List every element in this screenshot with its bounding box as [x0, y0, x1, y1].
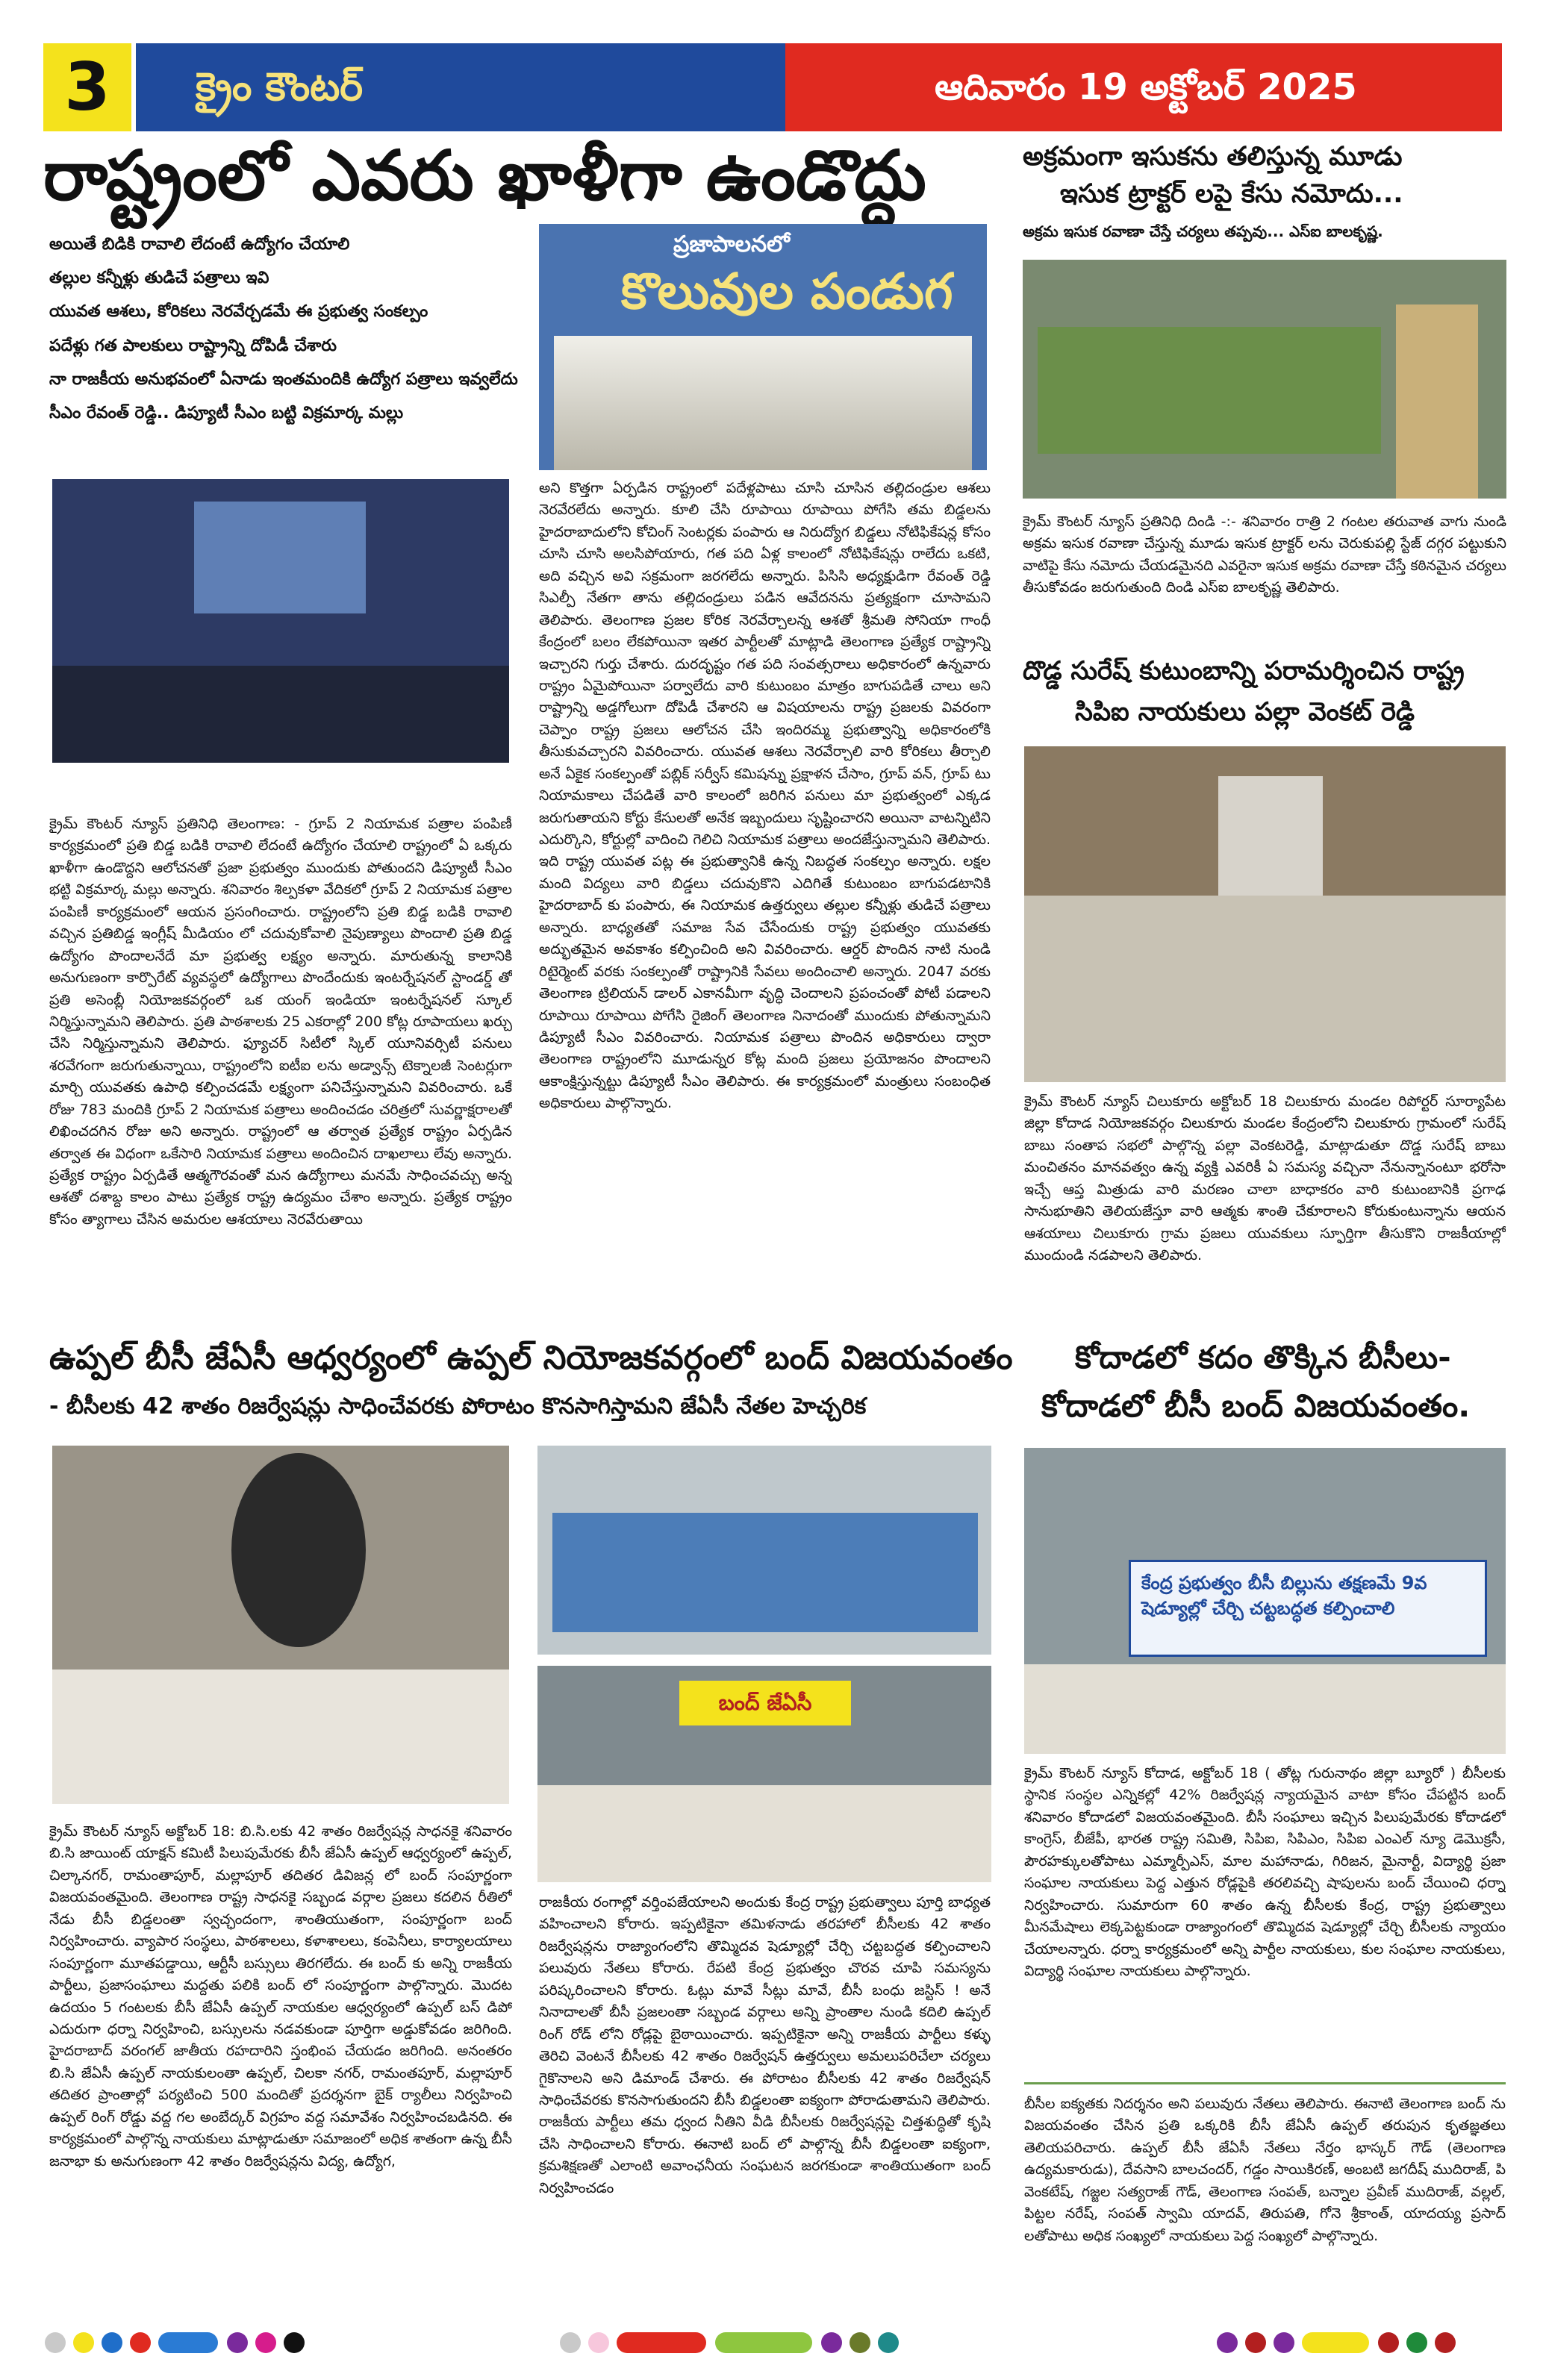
sit-in-crowd — [537, 1785, 991, 1882]
footer-swatches-left — [45, 2332, 343, 2355]
swatch — [130, 2332, 151, 2353]
auditorium-photo — [52, 479, 509, 763]
audience — [52, 666, 509, 763]
swatch — [878, 2332, 899, 2353]
stage-screen — [194, 502, 366, 613]
swatch — [1274, 2332, 1294, 2353]
suresh-body: క్రైమ్ కౌంటర్ న్యూస్ చిలుకూరు అక్టోబర్ 18 చిలుకూరు మండల రిపోర్టర్ సూర్యాపేట జిల్లా కోదాడ నియోజకవర్గం చిలుకూరు మండల కేంద్రంలోని చిలుకూరు గ్రామంలో సురేష్ బాబు సంతాప సభలో పాల్గొన్న పల్లా వెంకటరెడ్డి, మాట్లాడుతూ దొడ్డ సురేష్ బాబు మంచితనం మానవత్వం ఉన్న వ్యక్తి ఎవరికీ ఏ సమస్య వచ్చినా నేనున్నానంటూ భరోసా ఇచ్చే ఆప్త మిత్రుడు వారి మరణం చాలా బాధాకరం వారి కుటుంబానికి ప్రగాఢ సానుభూతిని తెలియజేస్తూ వారి ఆత్మకు శాంతి చేకూరాలని కోరుకుంటున్నాను ఆయన ఆశయాలు చిలుకూరు గ్రామ ప్రజలు యువకులు స్ఫూర్తిగా తీసుకొని రాజకీయాల్లో ముందుండి నడపాలని తెలిపారు. — [1024, 1093, 1506, 1264]
masthead: క్రైం కౌంటర్ — [136, 43, 785, 131]
kodad-headline-2: కోదాడలో బీసీ బంద్ విజయవంతం. — [1041, 1387, 1471, 1424]
footer-swatches-middle — [560, 2332, 978, 2355]
condolence-meeting-photo — [1024, 746, 1506, 1082]
kodad-headline-1: కోదాడలో కదం తొక్కిన బీసీలు- — [1075, 1339, 1451, 1375]
issue-date: ఆదివారం 19 అక్టోబర్ 2025 — [785, 43, 1502, 131]
kolluvula-pandaga-stage-photo — [539, 224, 987, 470]
uppal-headline: ఉప్పల్ బీసీ జేఏసీ ఆధ్వర్యంలో ఉప్పల్ నియోజకవర్గంలో బంద్ విజయవంతం — [49, 1339, 1013, 1377]
swatch — [1435, 2332, 1456, 2353]
bullet-item: సీఎం రేవంత్ రెడ్డి.. డిప్యూటీ సీఎం బట్టి విక్రమార్క మల్లు — [49, 403, 404, 422]
swatch — [850, 2332, 870, 2353]
sand-headline-2: ఇసుక ట్రాక్టర్ లపై కేసు నమోదు... — [1060, 179, 1403, 209]
uppal-placards-photo — [537, 1446, 991, 1655]
people-group — [554, 336, 972, 470]
protesters — [52, 1670, 509, 1804]
banner-main-text: కొలువుల పండుగ — [621, 263, 953, 320]
sand-headline-1: అక్రమంగా ఇసుకను తలిస్తున్న మూడు — [1023, 142, 1403, 172]
swatch — [560, 2332, 581, 2353]
main-body-col2: అని కొత్తగా ఏర్పడిన రాష్ట్రంలో పదేళ్లపాటు చూసి చూసిన తల్లిదండ్రుల ఆశలు నెరవేరలేదు అన్నారు. కూలి చేసి రూపాయి రూపాయి పోగేసి తమ బిడ్డలను హైదరాబాదులోని కోచింగ్ సెంటర్లకు పంపారు ఆ నిరుద్యోగ బిడ్డలు నోటిఫికేషన్ల కోసం చూసి చూసి అలసిపోయారు, గత పది ఏళ్ల కాలంలో నోటిఫికేషన్లు రాలేదు ఒకటి, అది వచ్చిన అవి సక్రమంగా జరగలేదు అన్నారు. పిసిసి అధ్యక్షుడిగా రేవంత్ రెడ్డి సిఎల్పీ నేతగా తాను తల్లిదండ్రులు పడిన ఆవేదనను ప్రత్యక్షంగా చూసామని తెలిపారు. తెలంగాణ ప్రజల కోరిక నెరవేర్చాలన్న ఆశతో శ్రీమతి సోనియా గాంధీ కేంద్రంలో బలం లేకపోయినా ఇతర పార్టీలతో మాట్లాడి తెలంగాణ ప్రత్యేక రాష్ట్రాన్ని ఇచ్చారని గుర్తు చేశారు. దురదృష్టం గత పది సంవత్సరాలు అధికారంలో ఉన్నవారు రాష్ట్రం ఏమైపోయినా పర్వాలేదు వారి కుటుంబం మాత్రం బాగుపడితే చాలు అని రాష్ట్రాన్ని అడ్డగోలుగా దోపిడీ చేశారని ఆ విషయాలను రాష్ట్ర ప్రజలకు వివరంగా చెప్పాం రాష్ట్ర ప్రజలు ఆలోచన చేసి ఇందిరమ్మ ప్రభుత్వాన్ని అధికారంలోకి తీసుకువచ్చారని వివరించారు. యువత ఆశలు నెరవేర్చాలి వారి కోరికలు తీర్చాలి అనే ఏకైక సంకల్పంతో పబ్లిక్ సర్వీస్ కమిషన్ను ప్రక్షాళన చేసాం, గ్రూప్ వన్, గ్రూప్ టు నియామకాలు చేపడితే వారి కాలంలో జరిగిన పనులు మా ప్రభుత్వంలో ఎక్కడ జరుగుతాయని కోర్టు కేసులతో అనేక ఇబ్బందులు సృష్టించారని అయినా వాటన్నిటిని ఎదుర్కొని, కోర్టుల్లో వాదించి గెలిచి నియామక పత్రాలు అందజేస్తున్నామని తెలిపారు. ఇది రాష్ట్ర యువత పట్ల ఈ ప్రభుత్వానికి ఉన్న నిబద్ధత సంకల్పం అన్నారు. లక్షల మంది విద్యలు వారి బిడ్డలు చదువుకొని ఎదిగితే కుటుంబం బాగుపడటానికి హైదరాబాద్ కు పంపారు, ఈ నియామక ఉత్తర్వులు తల్లుల కన్నీళ్లు తుడిచే పత్రాలు అన్నారు. బాధ్యతతో సమాజ సేవ చేసేందుకు రాష్ట్ర ప్రభుత్వం యువతకు అద్భుతమైన అవకాశం కల్పించింది అని వివరించారు. ఆర్డర్ పొందిన నాటి నుండి రిటైర్మెంట్ వరకు సంకల్పంతో రాష్ట్రానికి సేవలు అందించాలి అన్నారు. 2047 వరకు తెలంగాణ ట్రిలియన్ డాలర్ ఎకానమీగా వృద్ధి చెందాలని ప్రపంచంతో పోటీ పడాలని రూపాయి రూపాయి పోగేసి రైజింగ్ తెలంగాణ నినాదంతో ముందుకు పోతున్నామని డిప్యూటీ సీఎం వివరించారు. నియామక పత్రాలు పొందిన అధికారులు ద్వారా తెలంగాణ రాష్ట్రంలోని మూడున్నర కోట్ల మంది ప్రజలు ప్రయోజనం పొందాలని ఆకాంక్షిస్తున్నట్టు డిప్యూటీ సీఎం తెలిపారు. ఈ కార్యక్రమంలో మంత్రులు సంబంధిత అధికారులు పాల్గొన్నారు. — [539, 480, 991, 1112]
suresh-headline-1: దొడ్డ సురేష్ కుటుంబాన్ని పరామర్శించిన రాష్ట్ర — [1023, 656, 1465, 686]
sand-tractor-photo — [1023, 260, 1506, 499]
swatch — [73, 2332, 94, 2353]
main-headline: రాష్ట్రంలో ఎవరు ఖాళీగా ఉండొద్దు — [43, 136, 926, 216]
swatch — [1406, 2332, 1427, 2353]
sand-body: క్రైమ్ కౌంటర్ న్యూస్ ప్రతినిధి దిండి -:- శనివారం రాత్రి 2 గంటల తరువాత వాగు నుండి అక్రమ ఇసుక రవాణా చేస్తున్న మూడు ఇసుక ట్రాక్టర్ లను చెరుకుపల్లి స్టేజ్ దగ్గర పట్టుకుని వాటిపై కేసు నమోదు చేయడమైనది ఎవరైనా ఇసుక అక్రమ రవాణా చేస్తే కఠినమైన చర్యలు తీసుకోవడం జరుగుతుంది దిండి ఎస్ఐ బాలకృష్ణ తెలిపారు. — [1023, 513, 1506, 596]
attendees — [1024, 896, 1506, 1082]
swatch — [715, 2332, 812, 2353]
uppal-body-col2: రాజకీయ రంగాల్లో వర్తింపజేయాలని అందుకు కేంద్ర రాష్ట్ర ప్రభుత్వాలు పూర్తి బాధ్యత వహించాలని కోరారు. ఇప్పటికైనా తమిళనాడు తరహాలో బీసీలకు 42 శాతం రిజర్వేషన్లను రాజ్యాంగంలోని తొమ్మిదవ షెడ్యూల్లో చేర్చి చట్టబద్ధత కల్పించాలని పలువురు నేతలు కోరారు. రేపటి కేంద్ర ప్రభుత్వం చొరవ చూపి సమస్యను పరిష్కరించాలని కోరారు. ఓట్లు మావే సీట్లు మావే, బీసీ బంధు జస్టిస్ ! అనే నినాదాలతో బీసీ ప్రజలంతా సబ్బండ వర్గాలు అన్ని ప్రాంతాల నుండి కదిలి ఉప్పల్ రింగ్ రోడ్ లోని రోడ్లపై బైఠాయించారు. ఇప్పటికైనా అన్ని రాజకీయ పార్టీలు కళ్ళు తెరిచి వెంటనే బీసీలకు 42 శాతం రిజర్వేషన్ ఉత్తర్వులు అమలుపరిచేలా చర్యలు గైకొనాలని అని డిమాండ్ చేశారు. ఈ పోరాటం బీసీలకు 42 శాతం రిజర్వేషన్ సాధించేవరకు కొనసాగుతుందని బీసీ బిడ్డలంతా ఐక్యంగా పోరాడుతామని తెలిపారు. రాజకీయ పార్టీలు తమ ధ్వంద నీతిని వీడి బీసీలకు రిజర్వేషన్లపై చిత్తశుద్ధితో కృషి చేసి సాధించాలని కోరారు. ఈనాటి బంద్ లో పాల్గొన్న బీసీ బిడ్డలంతా ఐక్యంగా, క్రమశిక్షణతో ఎలాంటి అవాంఛనీయ సంఘటన జరగకుండా శాంతియుతంగా బంద్ నిర్వహించడం — [539, 1894, 991, 2196]
swatch — [588, 2332, 609, 2353]
swatch — [821, 2332, 842, 2353]
sit-in-banner: బంద్ జేఏసీ — [679, 1681, 851, 1725]
banner-top-text: ప్రజాపాలనలో — [673, 231, 790, 257]
uppal-body-col1: క్రైమ్ కౌంటర్ న్యూస్ అక్టోబర్ 18: బి.సి.లకు 42 శాతం రిజర్వేషన్ల సాధనకై శనివారం బి.సి జాయింట్ యాక్షన్ కమిటీ పిలుపుమేరకు బీసీ జేఏసీ ఉప్పల్ ఆధ్వర్యంలో ఉప్పల్, చిల్కానగర్, రామంతాపూర్, మల్లాపూర్ తదితర డివిజన్ల లో బంద్ సంపూర్ణంగా విజయవంతమైంది. తెలంగాణ రాష్ట్ర సాధనకై సబ్బండ వర్గాల ప్రజలు కదలిన రీతిలో నేడు బీసీ బిడ్డలంతా స్వచ్ఛందంగా, శాంతియుతంగా, సంపూర్ణంగా బంద్ నిర్వహించారు. వ్యాపార సంస్థలు, పాఠశాలలు, కళాశాలలు, కంపెనీలు, కార్యాలయాలు సంపూర్ణంగా మూతపడ్డాయి, ఆర్టీసీ బస్సులు తిరగలేదు. ఈ బంద్ కు అన్ని రాజకీయ పార్టీలు, ప్రజాసంఘాలు మద్దతు పలికి బంద్ లో సంపూర్ణంగా పాల్గొన్నారు. మొదట ఉదయం 5 గంటలకు బీసీ జేఏసీ ఉప్పల్ నాయకుల ఆధ్వర్యంలో ఉప్పల్ బస్ డిపో ఎదురుగా ధర్నా నిర్వహించి, బస్సులను నడవకుండా పూర్తిగా అడ్డుకోవడం జరిగింది. హైదరాబాద్ వరంగల్ జాతీయ రహదారిని స్తంభింప చేయడం జరిగింది. అనంతరం బి.సి జేఏసీ ఉప్పల్ నాయకులంతా ఉప్పల్, చిలకా నగర్, రామంతపూర్, మల్లాపూర్ తదితర ప్రాంతాల్లో పర్యటించి 500 మందితో ప్రదర్శనగా బైక్ ర్యాలీలు నిర్వహించి ఉప్పల్ రింగ్ రోడ్డు వద్ద గల అంబేద్కర్ విగ్రహం వద్ద సమావేశం నిర్వహించబడినది. ఈ కార్యక్రమంలో పాల్గొన్న నాయకులు మాట్లాడుతూ సమాజంలో అధిక శాతంగా ఉన్న బీసీ జనాభా కు అనుగుణంగా 42 శాతం రిజర్వేషన్లను విద్య, ఉద్యోగ, — [49, 1823, 512, 2170]
swatch — [1245, 2332, 1266, 2353]
uppal-continued-body: బీసీల ఐక్యతకు నిదర్శనం అని పలువురు నేతలు తెలిపారు. ఈనాటి తెలంగాణ బంద్ ను విజయవంతం చేసిన ప్రతి ఒక్కరికి బీసీ జేఏసీ ఉప్పల్ తరుపున కృతజ్ఞతలు తెలియపరిచారు. ఉప్పల్ బీసీ జేఏసీ నేతలు నేర్తం భాస్కర్ గౌడ్ (తెలంగాణ ఉద్యమకారుడు), దేవసాని బాలచందర్, గడ్డం సాయికిరణ్, అంబటి జగదీష్ ముదిరాజ్, పి వెంకటేష్, గజ్జల సత్యరాజ్ గౌడ్, తెలంగాణ సంపత్, బన్నాల ప్రవీణ్ ముదిరాజ్, వల్లల్, పిట్టల నరేష్, సంపత్ స్వామి యాదవ్, తిరుపతి, గోనె శ్రీకాంత్, యాదయ్య ప్రసాద్ లతోపాటు అధిక సంఖ్యలో నాయకులు పెద్ద సంఖ్యలో పాల్గొన్నారు. — [1024, 2096, 1506, 2244]
kodad-rally-photo — [1024, 1448, 1506, 1754]
kodad-body: క్రైమ్ కౌంటర్ న్యూస్ కోదాడ, అక్టోబర్ 18 ( తోట్ల గురునాథం జిల్లా బ్యూరో ) బీసీలకు స్థానిక సంస్థల ఎన్నికల్లో 42% రిజర్వేషన్ల న్యాయమైన వాటా కోసం చేపట్టిన బంద్ శనివారం కోదాడలో విజయవంతమైంది. బీసీ సంఘాలు ఇచ్చిన పిలుపుమేరకు కోదాడలో కాంగ్రెస్, బీజేపీ, భారత రాష్ట్ర సమితి, సిపిఐ, సిపిఎం, సిపిఐ ఎంఎల్ న్యూ డెమొక్రసీ, పౌరహక్కులతోపాటు ఎమ్మార్పీఎస్, మాల మహానాడు, గిరిజన, మైనార్టీ, విద్యార్థి ప్రజా సంఘాల నాయకులు పెద్ద ఎత్తున రోడ్లపైకి తరలివచ్చి షాపులను బంద్ చేయించి ధర్నా నిర్వహించారు. సుమారుగా 60 శాతం ఉన్న బీసీలకు కేంద్ర, రాష్ట్ర ప్రభుత్వాలు మీనమేషాలు లెక్కపెట్టకుండా రాజ్యాంగంలో తొమ్మిదవ షెడ్యూల్లో చేర్చి బీసీలకు న్యాయం చేయాలన్నారు. ధర్నా కార్యక్రమంలో అన్ని పార్టీల నాయకులు, కుల సంఘాల నాయకులు, విద్యార్థి సంఘాల నాయకులు పాల్గొన్నారు. — [1024, 1765, 1506, 1979]
rally-banner: కేంద్ర ప్రభుత్వం బీసీ బిల్లును తక్షణమే 9వ షెడ్యూల్లో చేర్చి చట్టబద్ధత కల్పించాలి — [1129, 1560, 1487, 1657]
bullet-item: అయితే బిడికి రావాలి లేదంటే ఉద్యోగం చేయాలి — [49, 235, 350, 254]
bullet-item: నా రాజకీయ అనుభవంలో ఏనాడు ఇంతమందికి ఉద్యోగ పత్రాలు ఇవ్వలేదు — [49, 369, 518, 389]
swatch — [1217, 2332, 1238, 2353]
page-number: 3 — [43, 43, 131, 131]
swatch — [1378, 2332, 1399, 2353]
main-bullets — [49, 231, 527, 426]
swatch — [284, 2332, 305, 2353]
sand-subhead: అక్రమ ఇసుక రవాణా చేస్తే చర్యలు తప్పవు... ఎస్ఐ బాలకృష్ణ. — [1023, 222, 1383, 240]
bullet-item: తల్లుల కన్నీళ్లు తుడిచే పత్రాలు ఇవి — [49, 269, 269, 288]
smoke — [231, 1453, 366, 1647]
swatch — [1302, 2332, 1369, 2353]
swatch — [158, 2332, 218, 2353]
swatch — [255, 2332, 276, 2353]
tractor-trailer — [1038, 327, 1381, 454]
swatch — [617, 2332, 706, 2353]
bullet-item: పదేళ్లు గత పాలకులు రాష్ట్రాన్ని దోపిడీ చేశారు — [49, 336, 337, 355]
suresh-headline-2: సిపిఐ నాయకులు పల్లా వెంకట్ రెడ్డి — [1075, 697, 1415, 727]
uppal-sit-in-photo — [537, 1666, 991, 1882]
column-divider — [1024, 2082, 1506, 2084]
uppal-subhead: - బీసీలకు 42 శాతం రిజర్వేషన్లు సాధించేవరకు పోరాటం కొనసాగిస్తామని జేఏసీ నేతల హెచ్చరిక — [49, 1393, 867, 1419]
swatch — [45, 2332, 66, 2353]
bullet-item: యువత ఆశలు, కోరికలు నెరవేర్చడమే ఈ ప్రభుత్వ సంకల్పం — [49, 302, 428, 322]
footer-swatches-right — [1217, 2332, 1508, 2355]
portrait-banner — [1218, 776, 1323, 896]
main-body-col1: క్రైమ్ కౌంటర్ న్యూస్ ప్రతినిధి తెలంగాణ: - గ్రూప్ 2 నియామక పత్రాల పంపిణీ కార్యక్రమంలో ప్రతి బిడ్డ బడికి రావాలి లేదంటే ఉద్యోగం చేయాలి రాష్ట్రంలో ఏ ఒక్కరు ఖాళీగా ఉండొద్దని ఆలోచనతో ప్రజా ప్రభుత్వం ముందుకు పోతుందని డిప్యూటీ సీఎం భట్టి విక్రమార్క మల్లు అన్నారు. శనివారం శిల్పకళా వేదికలో గ్రూప్ 2 నియామక పత్రాల పంపిణీ కార్యక్రమంలో ఆయన ప్రసంగించారు. రాష్ట్రంలోని ప్రతి బిడ్డ బడికి రావాలి వచ్చిన ప్రతిబిడ్డ ఇంగ్లీష్ మీడియం లో చదువుకోవాలి నైపుణ్యాలు పొందాలి ప్రతి బిడ్డ ఉద్యోగం పొందాలనేదే మా ప్రభుత్వ లక్ష్యం అన్నారు. మారుతున్న కాలానికి అనుగుణంగా కార్పొరేట్ వ్యవస్థలో ఉద్యోగాలు పొందేందుకు ఇంటర్నేషనల్ స్టాండర్డ్ తో ప్రతి అసెంబ్లీ నియోజకవర్గంలో ఒక యంగ్ ఇండియా ఇంటర్నేషనల్ స్కూల్ నిర్మిస్తున్నామని తెలిపారు. ప్రతి పాఠశాలకు 25 ఎకరాల్లో 200 కోట్ల రూపాయలు ఖర్చు చేసి నిర్మిస్తున్నామని తెలిపారు. ఫ్యూచర్ సిటీలో స్కిల్ యూనివర్సిటీ పనులు శరవేగంగా జరుగుతున్నాయి, రాష్ట్రంలోని ఐటీఐ లను అడ్వాన్స్ టెక్నాలజీ సెంటర్లుగా మార్చి యువతకు ఉపాధి కల్పించడమే లక్ష్యంగా పనిచేస్తున్నామని వివరించారు. ఒకే రోజు 783 మందికి గ్రూప్ 2 నియామక పత్రాలు అందించడం చరిత్రలో సువర్ణాక్షరాలతో లిఖించదగిన రోజు అని అన్నారు. రాష్ట్రంలో ఆ తర్వాత ప్రత్యేక రాష్ట్రం ఏర్పడిన తర్వాత ఈ విధంగా ఒకేసారి నియామక పత్రాలు అందించిన దాఖలాలు లేవు అన్నారు. ప్రత్యేక రాష్ట్రం ఏర్పడితే ఆత్మగౌరవంతో మన ఉద్యోగాలు మనమే సాధించవచ్చు అన్న ఆశతో దశాబ్ద కాలం పాటు ప్రత్యేక రాష్ట్ర ఉద్యమం చేశాం అన్నారు. ప్రత్యేక రాష్ట్రం కోసం త్యాగాలు చేసిన అమరుల ఆశయాలు నెరవేరుతాయి — [49, 816, 512, 1228]
officer — [1396, 304, 1478, 499]
placard-group — [552, 1513, 978, 1632]
uppal-road-protest-photo — [52, 1446, 509, 1804]
rally-crowd — [1024, 1664, 1506, 1754]
swatch — [102, 2332, 122, 2353]
swatch — [227, 2332, 248, 2353]
